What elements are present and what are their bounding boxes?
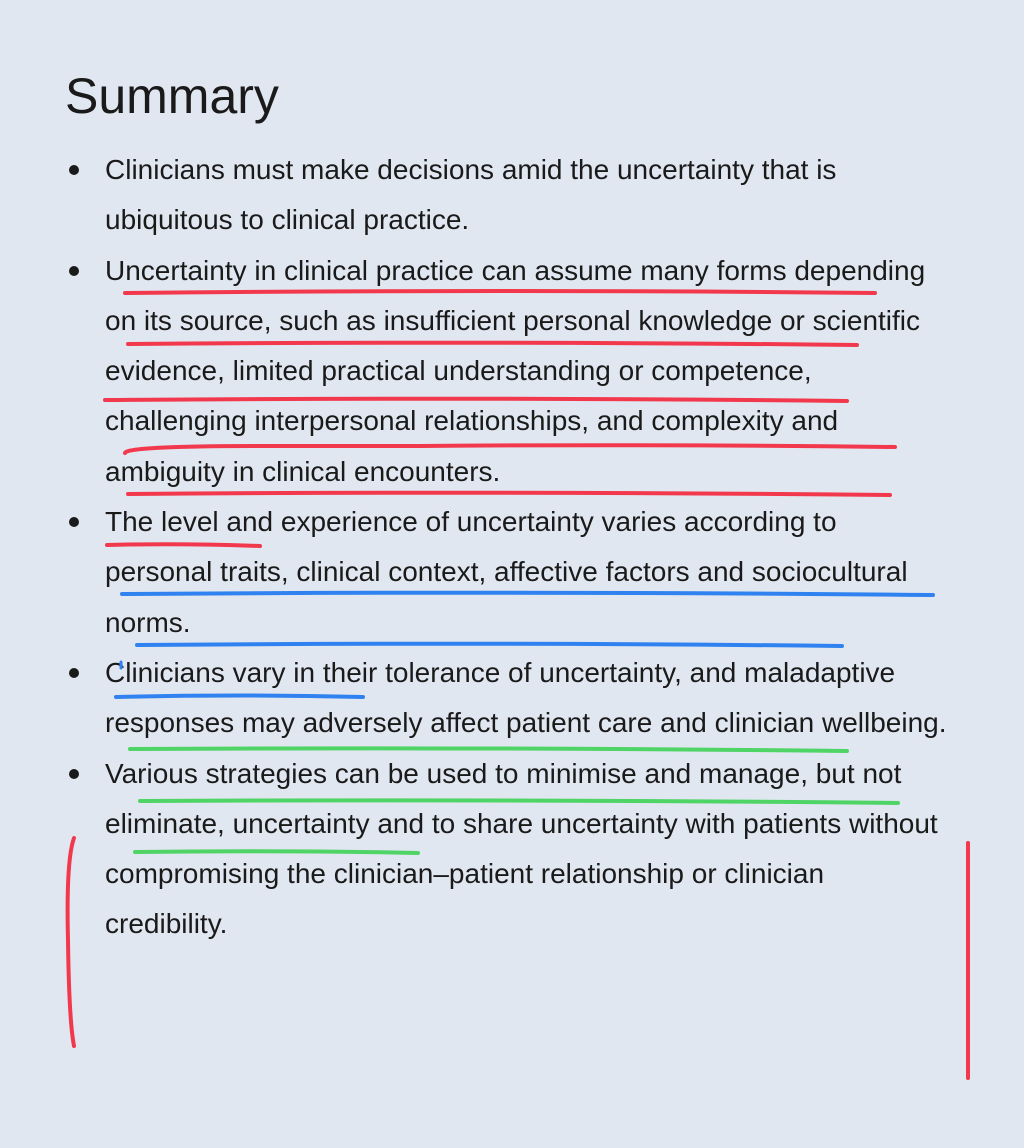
page-title: Summary — [65, 68, 279, 124]
bullet-icon — [69, 165, 79, 175]
list-item-text: Clinicians must make decisions amid the uncertainty that is ubiquitous to clinical practice. — [105, 154, 837, 236]
list-item-text: Various strategies can be used to minimise and manage, but not eliminate, uncertainty and to share uncertainty with patients without compromising the clinician–patient relationship or clinician credibility. — [105, 757, 938, 940]
list-item-text: Clinicians vary in their tolerance of uncertainty, and maladaptive responses may adversely affect patient care and clinician wellbeing. — [105, 656, 947, 739]
bullet-icon — [69, 769, 79, 779]
bullet-icon — [69, 266, 79, 276]
bullet-icon — [69, 517, 79, 527]
list-item — [0, 246, 950, 497]
list-item-text: Uncertainty in clinical practice can assume many forms depending on its source, such as insufficient personal knowledge or scientific evidence, limited practical understanding or competence, challenging interpersonal relationships, and complexity and ambiguity in clinical encounters. — [105, 254, 926, 487]
list-item-text: The level and experience of uncertainty varies according to personal traits, clinical context, affective factors and sociocultural norms. — [105, 506, 908, 638]
bullet-icon — [69, 668, 79, 678]
list-item — [0, 749, 950, 950]
list-item — [0, 497, 950, 648]
list-item — [0, 145, 950, 246]
list-item — [0, 648, 950, 749]
summary-list — [0, 145, 1024, 950]
